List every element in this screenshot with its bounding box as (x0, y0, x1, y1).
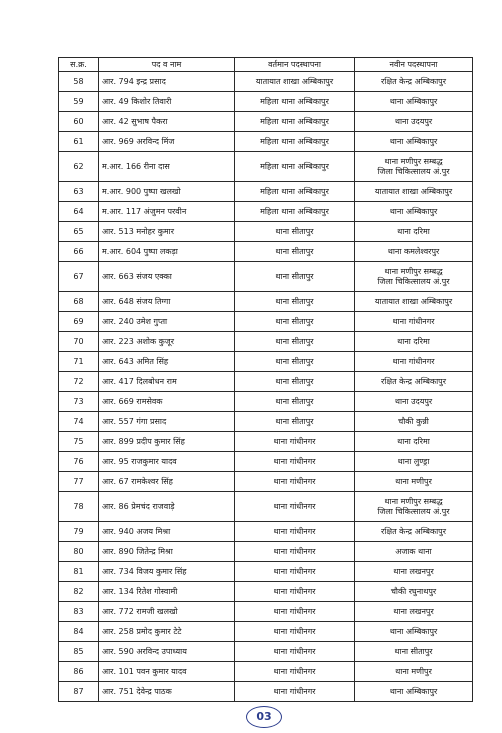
table-row (59, 222, 473, 242)
current-posting-cell: थाना सीतापुर (235, 242, 355, 262)
new-posting-line: थाना कमलेश्वरपुर (387, 246, 440, 256)
current-posting-cell: थाना गांधीनगर (235, 682, 355, 702)
new-posting-cell (355, 412, 473, 432)
new-posting-cell (355, 262, 473, 292)
new-posting-line: थाना अम्बिकापुर (389, 686, 438, 696)
table-row (59, 562, 473, 582)
table-row (59, 542, 473, 562)
post-name-cell: आर. 751 देवेन्द्र पाठक (99, 682, 235, 702)
new-posting-cell (355, 372, 473, 392)
table-row (59, 642, 473, 662)
new-posting-line: चौकी कुन्नी (398, 416, 429, 426)
new-posting-cell (355, 392, 473, 412)
serial-cell: 64 (59, 202, 99, 222)
post-name-cell: आर. 42 सुभाष पैकरा (99, 112, 235, 132)
table-row (59, 182, 473, 202)
new-posting-line: रक्षित केन्द्र अम्बिकापुर (381, 376, 446, 386)
current-posting-cell: थाना गांधीनगर (235, 642, 355, 662)
transfer-list (58, 57, 472, 702)
new-posting-cell (355, 662, 473, 682)
current-posting-cell: थाना गांधीनगर (235, 622, 355, 642)
table-row (59, 392, 473, 412)
serial-cell: 78 (59, 492, 99, 522)
current-posting-cell: महिला थाना अम्बिकापुर (235, 92, 355, 112)
serial-cell: 59 (59, 92, 99, 112)
post-name-cell: आर. 669 रामसेवक (99, 392, 235, 412)
new-posting-cell (355, 472, 473, 492)
new-posting-line: जिला चिकित्सालय अं.पुर (377, 166, 450, 176)
new-posting-cell (355, 112, 473, 132)
serial-cell: 72 (59, 372, 99, 392)
new-posting-line: थाना अम्बिकापुर (389, 626, 438, 636)
current-posting-cell: थाना सीतापुर (235, 412, 355, 432)
post-name-cell: आर. 794 इन्द्र प्रसाद (99, 72, 235, 92)
table-body (59, 72, 473, 702)
new-posting-line: थाना गांधीनगर (392, 316, 435, 326)
table-row (59, 152, 473, 182)
table-row (59, 602, 473, 622)
serial-cell: 84 (59, 622, 99, 642)
new-posting-line: थाना सीतापुर (394, 646, 433, 656)
new-posting-cell (355, 642, 473, 662)
new-posting-line: थाना अम्बिकापुर (389, 206, 438, 216)
new-posting-cell (355, 312, 473, 332)
table-row (59, 522, 473, 542)
current-posting-cell: महिला थाना अम्बिकापुर (235, 202, 355, 222)
new-posting-cell (355, 292, 473, 312)
post-name-cell: आर. 240 उमेश गुप्ता (99, 312, 235, 332)
new-posting-line: थाना लखनपुर (393, 566, 434, 576)
new-posting-cell (355, 182, 473, 202)
new-posting-line: थाना मणीपुर सम्बद्ध (384, 156, 443, 166)
new-posting-cell (355, 602, 473, 622)
new-posting-line: थाना दरिमा (397, 226, 430, 236)
current-posting-cell: थाना गांधीनगर (235, 582, 355, 602)
new-posting-line: जिला चिकित्सालय अं.पुर (377, 506, 450, 516)
table-row (59, 312, 473, 332)
new-posting-cell (355, 522, 473, 542)
table-row (59, 292, 473, 312)
post-name-cell: आर. 940 अजय मिश्रा (99, 522, 235, 542)
table-row (59, 352, 473, 372)
table-row (59, 682, 473, 702)
post-name-cell: म.आर. 117 अंजुमन परवीन (99, 202, 235, 222)
new-posting-line: चौकी रघुनाथपुर (390, 586, 437, 596)
new-posting-cell (355, 202, 473, 222)
table-row (59, 662, 473, 682)
new-posting-cell (355, 152, 473, 182)
new-posting-cell (355, 582, 473, 602)
post-name-cell: आर. 590 अरविन्द उपाध्याय (99, 642, 235, 662)
post-name-cell: आर. 86 प्रेमचंद राजवाड़े (99, 492, 235, 522)
table-row (59, 582, 473, 602)
current-posting-cell: थाना गांधीनगर (235, 492, 355, 522)
current-posting-cell: थाना सीतापुर (235, 392, 355, 412)
table-row (59, 202, 473, 222)
serial-cell: 61 (59, 132, 99, 152)
new-posting-line: थाना दरिमा (397, 336, 430, 346)
table-row (59, 432, 473, 452)
table-row (59, 332, 473, 352)
current-posting-cell: थाना गांधीनगर (235, 522, 355, 542)
post-name-cell: आर. 734 विजय कुमार सिंह (99, 562, 235, 582)
table-row (59, 132, 473, 152)
table-row (59, 452, 473, 472)
post-name-cell: आर. 969 अरविन्द मिंज (99, 132, 235, 152)
post-name-cell: आर. 648 संजय तिग्गा (99, 292, 235, 312)
post-name-cell: आर. 67 रामकेश्वर सिंह (99, 472, 235, 492)
serial-cell: 85 (59, 642, 99, 662)
header-new-posting: नवीन पदस्थापना (355, 58, 473, 72)
header-current-posting: वर्तमान पदस्थापना (235, 58, 355, 72)
current-posting-cell: थाना सीतापुर (235, 222, 355, 242)
serial-cell: 66 (59, 242, 99, 262)
new-posting-line: यातायात शाखा अम्बिकापुर (374, 296, 453, 306)
serial-cell: 63 (59, 182, 99, 202)
new-posting-line: थाना दरिमा (397, 436, 430, 446)
current-posting-cell: थाना सीतापुर (235, 262, 355, 292)
post-name-cell: आर. 258 प्रमोद कुमार टेटे (99, 622, 235, 642)
serial-cell: 58 (59, 72, 99, 92)
table-row (59, 492, 473, 522)
current-posting-cell: थाना सीतापुर (235, 312, 355, 332)
serial-cell: 73 (59, 392, 99, 412)
new-posting-cell (355, 352, 473, 372)
new-posting-line: थाना उदयपुर (394, 116, 433, 126)
serial-cell: 87 (59, 682, 99, 702)
table-header-row (59, 58, 473, 72)
table-row (59, 412, 473, 432)
header-post-name: पद व नाम (99, 58, 235, 72)
current-posting-cell: महिला थाना अम्बिकापुर (235, 132, 355, 152)
serial-cell: 81 (59, 562, 99, 582)
current-posting-cell: थाना गांधीनगर (235, 472, 355, 492)
table-row (59, 242, 473, 262)
serial-cell: 67 (59, 262, 99, 292)
new-posting-cell (355, 242, 473, 262)
page-number: 03 (246, 706, 282, 728)
new-posting-line: रक्षित केन्द्र अम्बिकापुर (381, 76, 446, 86)
current-posting-cell: थाना गांधीनगर (235, 602, 355, 622)
new-posting-cell (355, 682, 473, 702)
serial-cell: 71 (59, 352, 99, 372)
new-posting-cell (355, 132, 473, 152)
new-posting-cell (355, 622, 473, 642)
table-row (59, 372, 473, 392)
post-name-cell: आर. 417 दिलबोधन राम (99, 372, 235, 392)
serial-cell: 79 (59, 522, 99, 542)
serial-cell: 82 (59, 582, 99, 602)
transfer-table (58, 57, 473, 702)
post-name-cell: आर. 513 मनोहर कुमार (99, 222, 235, 242)
new-posting-cell (355, 332, 473, 352)
post-name-cell: आर. 772 रामजी खलखो (99, 602, 235, 622)
current-posting-cell: थाना गांधीनगर (235, 452, 355, 472)
post-name-cell: आर. 557 गंगा प्रसाद (99, 412, 235, 432)
post-name-cell: आर. 95 राजकुमार यादव (99, 452, 235, 472)
post-name-cell: आर. 899 प्रदीप कुमार सिंह (99, 432, 235, 452)
new-posting-cell (355, 92, 473, 112)
new-posting-line: यातायात शाखा अम्बिकापुर (374, 186, 453, 196)
new-posting-line: थाना मणीपुर (395, 666, 432, 676)
table-row (59, 622, 473, 642)
new-posting-line: थाना अम्बिकापुर (389, 136, 438, 146)
new-posting-line: थाना लखनपुर (393, 606, 434, 616)
serial-cell: 74 (59, 412, 99, 432)
current-posting-cell: थाना सीतापुर (235, 372, 355, 392)
post-name-cell: आर. 663 संजय एक्का (99, 262, 235, 292)
new-posting-cell (355, 452, 473, 472)
current-posting-cell: थाना गांधीनगर (235, 662, 355, 682)
post-name-cell: म.आर. 900 पुष्पा खलखो (99, 182, 235, 202)
current-posting-cell: थाना सीतापुर (235, 332, 355, 352)
current-posting-cell: महिला थाना अम्बिकापुर (235, 182, 355, 202)
new-posting-cell (355, 492, 473, 522)
new-posting-line: रक्षित केन्द्र अम्बिकापुर (381, 526, 446, 536)
new-posting-line: थाना गांधीनगर (392, 356, 435, 366)
serial-cell: 76 (59, 452, 99, 472)
serial-cell: 62 (59, 152, 99, 182)
current-posting-cell: थाना गांधीनगर (235, 432, 355, 452)
new-posting-line: अजाक थाना (395, 546, 432, 556)
serial-cell: 86 (59, 662, 99, 682)
table-row (59, 92, 473, 112)
serial-cell: 65 (59, 222, 99, 242)
post-name-cell: आर. 643 अमित सिंह (99, 352, 235, 372)
current-posting-cell: थाना सीतापुर (235, 292, 355, 312)
post-name-cell: आर. 49 किशोर तिवारी (99, 92, 235, 112)
header-serial: स.क्र. (59, 58, 99, 72)
table-row (59, 72, 473, 92)
post-name-cell: आर. 223 अशोक कुजूर (99, 332, 235, 352)
new-posting-line: जिला चिकित्सालय अं.पुर (377, 276, 450, 286)
serial-cell: 75 (59, 432, 99, 452)
serial-cell: 83 (59, 602, 99, 622)
serial-cell: 60 (59, 112, 99, 132)
post-name-cell: म.आर. 166 रीना दास (99, 152, 235, 182)
current-posting-cell: महिला थाना अम्बिकापुर (235, 152, 355, 182)
table-row (59, 112, 473, 132)
current-posting-cell: थाना गांधीनगर (235, 542, 355, 562)
new-posting-line: थाना अम्बिकापुर (389, 96, 438, 106)
post-name-cell: म.आर. 604 पुष्पा लकड़ा (99, 242, 235, 262)
new-posting-line: थाना मणीपुर सम्बद्ध (384, 496, 443, 506)
current-posting-cell: थाना सीतापुर (235, 352, 355, 372)
post-name-cell: आर. 101 पवन कुमार यादव (99, 662, 235, 682)
post-name-cell: आर. 890 जितेन्द्र मिश्रा (99, 542, 235, 562)
new-posting-cell (355, 72, 473, 92)
serial-cell: 80 (59, 542, 99, 562)
current-posting-cell: महिला थाना अम्बिकापुर (235, 112, 355, 132)
new-posting-cell (355, 562, 473, 582)
table-row (59, 472, 473, 492)
new-posting-cell (355, 222, 473, 242)
serial-cell: 68 (59, 292, 99, 312)
new-posting-cell (355, 542, 473, 562)
new-posting-line: थाना मणीपुर (395, 476, 432, 486)
table-row (59, 262, 473, 292)
serial-cell: 69 (59, 312, 99, 332)
new-posting-line: थाना उदयपुर (394, 396, 433, 406)
new-posting-line: थाना लुण्ड्रा (397, 456, 430, 466)
serial-cell: 70 (59, 332, 99, 352)
current-posting-cell: थाना गांधीनगर (235, 562, 355, 582)
new-posting-line: थाना मणीपुर सम्बद्ध (384, 266, 443, 276)
serial-cell: 77 (59, 472, 99, 492)
current-posting-cell: यातायात शाखा अम्बिकापुर (235, 72, 355, 92)
post-name-cell: आर. 134 रितेश गोस्वामी (99, 582, 235, 602)
new-posting-cell (355, 432, 473, 452)
